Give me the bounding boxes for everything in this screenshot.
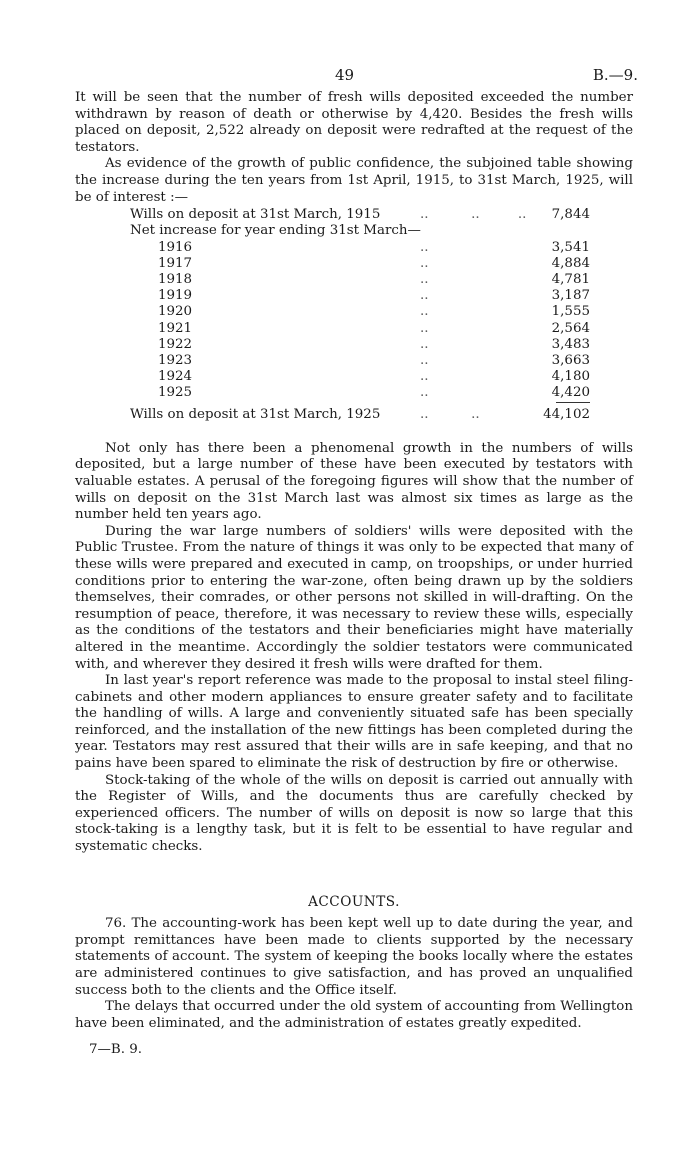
closing-label: Wills on deposit at 31st March, 1925 bbox=[130, 406, 381, 422]
year-value: 3,187 bbox=[551, 288, 590, 304]
table-row: 1918 .. 4,781 bbox=[130, 272, 590, 288]
paragraph: Not only has there been a phenomenal growth in the numbers of wills deposited, but a large number of these have been executed by testators with valuable estates. A perusal of the foregoing figures will show that the number of wills on deposit on the 31st March last was almost six times as large as the number held ten years ago. bbox=[75, 440, 633, 523]
year-value: 4,420 bbox=[551, 385, 590, 401]
table-row: 1921 .. 2,564 bbox=[130, 321, 590, 337]
wills-deposit-table bbox=[130, 207, 590, 423]
paragraph: In last year's report reference was made to the proposal to instal steel filing-cabinets and other modern appliances to ensure greater safety and to facilitate the handling of wills. A large and conveniently situated safe has been specially reinforced, and the installation of the new fittings has been completed during the year. Testators may rest assured that their wills are in safe keeping, and that no pains have been spared to eliminate the risk of destruction by fire or otherwise. bbox=[75, 673, 633, 772]
table-row: Wills on deposit at 31st March, 1915 .. .. .. 7,844 bbox=[130, 207, 590, 223]
year-value: 2,564 bbox=[551, 320, 590, 336]
year-value: 3,483 bbox=[551, 336, 590, 352]
table-row: 1923 .. 3,663 bbox=[130, 353, 590, 369]
year-value: 3,663 bbox=[551, 352, 590, 368]
table-row bbox=[130, 223, 590, 239]
page-body bbox=[75, 90, 633, 1059]
table-row: Wills on deposit at 31st March, 1925 .. .. 44,102 bbox=[130, 403, 590, 423]
opening-value: 7,844 bbox=[551, 207, 590, 223]
year-value: 1,555 bbox=[551, 304, 590, 320]
section-heading: ACCOUNTS. bbox=[308, 893, 400, 910]
paragraph: As evidence of the growth of public confidence, the subjoined table showing the increase during the ten years from 1st April, 1915, to 31st March, 1925, will be of interest :— bbox=[75, 156, 633, 205]
year-value: 4,180 bbox=[551, 369, 590, 385]
year-label: 1920 bbox=[158, 304, 193, 320]
year-label: 1923 bbox=[158, 352, 193, 368]
table-row: 1924 .. 4,180 bbox=[130, 369, 590, 385]
year-label: 1922 bbox=[158, 336, 193, 352]
year-label: 1917 bbox=[158, 255, 193, 271]
year-label: 1916 bbox=[158, 239, 193, 255]
paragraph: Stock-taking of the whole of the wills on deposit is carried out annually with the Register of Wills, and the documents thus are carefully checked by experienced officers. The number of wills on deposit is now so large that this stock-taking is a lengthy task, but it is felt to be essential to have regular and systematic checks. bbox=[75, 772, 633, 855]
table-row: 1917 .. 4,884 bbox=[130, 256, 590, 272]
paragraph: It will be seen that the number of fresh wills deposited exceeded the number withdrawn by reason of death or otherwise by 4,420. Besides the fresh wills placed on deposit, 2,522 already on deposit were redrafted at the request of the testators. bbox=[75, 90, 633, 155]
document-reference: B.—9. bbox=[592, 66, 638, 84]
page-header bbox=[0, 66, 700, 86]
table-row: 1922 .. 3,483 bbox=[130, 337, 590, 353]
year-label: 1919 bbox=[158, 288, 193, 304]
year-value: 4,781 bbox=[551, 271, 590, 287]
year-label: 1925 bbox=[158, 385, 193, 401]
year-label: 1921 bbox=[158, 320, 193, 336]
year-value: 3,541 bbox=[551, 239, 590, 255]
table-row: 1919 .. 3,187 bbox=[130, 288, 590, 304]
page-footer: 7—B. 9. bbox=[89, 1042, 143, 1058]
year-label: 1918 bbox=[158, 271, 193, 287]
paragraph: 76. The accounting-work has been kept well up to date during the year, and prompt remittances have been made to clients supported by the necessary statements of account. The system of keeping the books locally where the estates are administered continues to give satisfaction, and has proved an unqualified success both to the clients and the Office itself. bbox=[75, 916, 633, 998]
closing-value: 44,102 bbox=[543, 406, 590, 422]
table-row: 1916 .. 3,541 bbox=[130, 240, 590, 256]
table-row: 1925 .. 4,420 bbox=[130, 385, 590, 401]
opening-label: Wills on deposit at 31st March, 1915 bbox=[130, 207, 381, 223]
page-number: 49 bbox=[335, 66, 355, 84]
year-value: 4,884 bbox=[551, 255, 590, 271]
table-row: 1920 .. 1,555 bbox=[130, 304, 590, 320]
increase-label: Net increase for year ending 31st March— bbox=[130, 223, 421, 239]
paragraph: The delays that occurred under the old system of accounting from Wellington have been eliminated, and the administration of estates greatly expedited. bbox=[75, 999, 633, 1031]
paragraph: During the war large numbers of soldiers' wills were deposited with the Public Trustee. From the nature of things it was only to be expected that many of these wills were prepared and executed in camp, on troopships, or under hurried conditions prior to entering the war-zone, often being drawn up by the soldiers themselves, their comrades, or other persons not skilled in will-drafting. On the resumption of peace, therefore, it was necessary to review these wills, especially as the conditions of the testators and their beneficiaries might have materially altered in the meantime. Accordingly the soldier testators were communicated with, and wherever they desired it fresh wills were drafted for them. bbox=[75, 523, 633, 672]
year-label: 1924 bbox=[158, 369, 193, 385]
